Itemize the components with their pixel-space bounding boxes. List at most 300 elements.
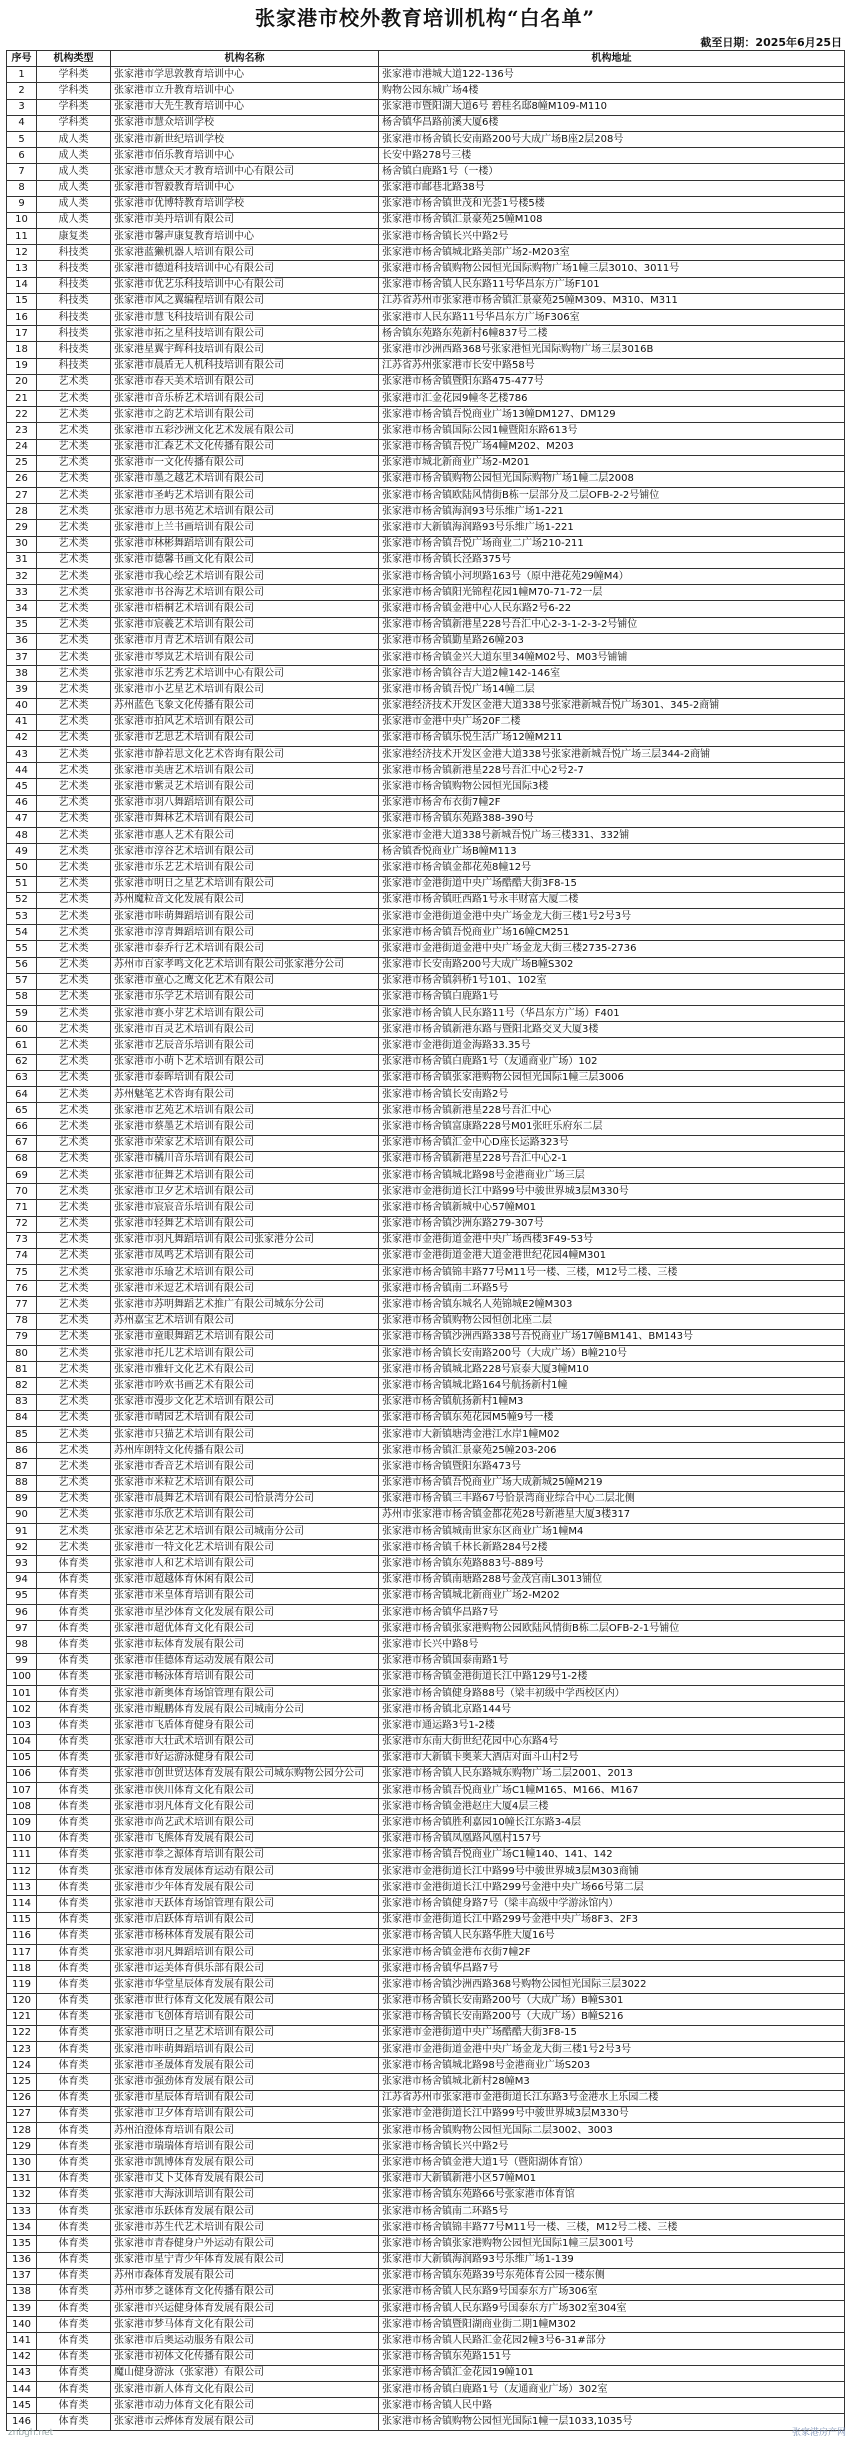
cell-index: 78 bbox=[7, 1313, 37, 1329]
table-row bbox=[7, 989, 845, 1005]
table-row bbox=[7, 1605, 845, 1621]
cell-index: 125 bbox=[7, 2074, 37, 2090]
cell-type: 艺术类 bbox=[37, 1540, 111, 1556]
cell-type: 艺术类 bbox=[37, 1054, 111, 1070]
cell-type: 艺术类 bbox=[37, 601, 111, 617]
cell-address: 张家港市杨舍镇白鹿路1号（友通商业广场）302室 bbox=[379, 2382, 845, 2398]
cell-type: 体育类 bbox=[37, 2252, 111, 2268]
cell-address: 张家港市杨舍镇暨阳东路475-477号 bbox=[379, 374, 845, 390]
cell-type: 艺术类 bbox=[37, 488, 111, 504]
table-row bbox=[7, 1718, 845, 1734]
cell-index: 8 bbox=[7, 180, 37, 196]
cell-type: 体育类 bbox=[37, 1831, 111, 1847]
cell-address: 张家港市杨舍镇新港星228号吾汇中心2-3-1-2-3-2号铺位 bbox=[379, 617, 845, 633]
table-row bbox=[7, 941, 845, 957]
cell-index: 142 bbox=[7, 2349, 37, 2365]
table-row bbox=[7, 2365, 845, 2381]
cell-address: 张家港市金港街道长江中路299号金港中央广场8F3、2F3 bbox=[379, 1912, 845, 1928]
cell-name: 张家港市优博特教育培训学校 bbox=[111, 196, 379, 212]
cell-name: 张家港市新人体育文化有限公司 bbox=[111, 2382, 379, 2398]
cell-index: 92 bbox=[7, 1540, 37, 1556]
cell-type: 学科类 bbox=[37, 115, 111, 131]
cell-name: 张家港市百灵艺术培训有限公司 bbox=[111, 1022, 379, 1038]
cell-address: 张家港市杨舍镇华昌路7号 bbox=[379, 1961, 845, 1977]
cell-index: 69 bbox=[7, 1167, 37, 1183]
cell-index: 45 bbox=[7, 779, 37, 795]
cell-type: 体育类 bbox=[37, 1783, 111, 1799]
cell-address: 张家港市杨舍镇人民东路城东购物广场二层2001、2013 bbox=[379, 1766, 845, 1782]
cell-address: 杨舍镇东苑路东苑新村6幢837号二楼 bbox=[379, 326, 845, 342]
cell-name: 张家港市梦马体育文化有限公司 bbox=[111, 2317, 379, 2333]
cell-type: 艺术类 bbox=[37, 1329, 111, 1345]
cell-index: 42 bbox=[7, 730, 37, 746]
cell-index: 55 bbox=[7, 941, 37, 957]
table-row bbox=[7, 229, 845, 245]
cell-name: 张家港市咔萌舞蹈培训有限公司 bbox=[111, 908, 379, 924]
cell-name: 张家港市晴园艺术培训有限公司 bbox=[111, 1410, 379, 1426]
cell-name: 苏州市森体育发展有限公司 bbox=[111, 2268, 379, 2284]
cell-name: 张家港市咔萌舞蹈培训有限公司 bbox=[111, 2042, 379, 2058]
table-row bbox=[7, 1847, 845, 1863]
cell-type: 艺术类 bbox=[37, 520, 111, 536]
table-row bbox=[7, 2139, 845, 2155]
cell-address: 张家港市杨舍镇国泰南路1号 bbox=[379, 1653, 845, 1669]
cell-address: 张家港市人民东路11号华昌东方广场F306室 bbox=[379, 310, 845, 326]
cell-type: 成人类 bbox=[37, 148, 111, 164]
cell-type: 艺术类 bbox=[37, 374, 111, 390]
cell-index: 29 bbox=[7, 520, 37, 536]
table-row bbox=[7, 358, 845, 374]
table-row bbox=[7, 1070, 845, 1086]
cell-type: 体育类 bbox=[37, 1912, 111, 1928]
cell-type: 艺术类 bbox=[37, 1459, 111, 1475]
cell-address: 张家港市杨舍镇沙洲西路338号吾悦商业广场17幢BM141、BM143号 bbox=[379, 1329, 845, 1345]
table-row bbox=[7, 2398, 845, 2414]
cell-index: 56 bbox=[7, 957, 37, 973]
cell-name: 张家港市梧桐艺术培训有限公司 bbox=[111, 601, 379, 617]
cell-address: 张家港市杨舍镇华昌路7号 bbox=[379, 1605, 845, 1621]
cell-name: 张家港市征舞艺术培训有限公司 bbox=[111, 1167, 379, 1183]
cell-address: 张家港市杨舍镇汇景豪苑25幢M108 bbox=[379, 212, 845, 228]
cell-address: 张家港市杨舍镇人民东路9号国泰东方广场302室304室 bbox=[379, 2301, 845, 2317]
table-row bbox=[7, 1831, 845, 1847]
cell-address: 张家港市杨舍镇金港布衣街7幢2F bbox=[379, 1944, 845, 1960]
cell-name: 张家港市拓之星科技培训有限公司 bbox=[111, 326, 379, 342]
cell-name: 张家港市乐艺秀艺术培训中心有限公司 bbox=[111, 666, 379, 682]
cell-name: 苏州泊澄体育培训有限公司 bbox=[111, 2123, 379, 2139]
cell-type: 体育类 bbox=[37, 2025, 111, 2041]
cell-address: 张家港市杨舍镇金兴大道东里34幢M02号、M03号铺铺 bbox=[379, 649, 845, 665]
cell-name: 张家港市大海泳训培训有限公司 bbox=[111, 2187, 379, 2203]
cell-index: 23 bbox=[7, 423, 37, 439]
cell-address: 张家港市杨舍镇吾悦商业广场16幢CM251 bbox=[379, 925, 845, 941]
cell-address: 张家港市杨舍镇城北路228号宸泰大厦3幢M10 bbox=[379, 1362, 845, 1378]
cell-name: 张家港市超越体育休闲有限公司 bbox=[111, 1572, 379, 1588]
cell-type: 学科类 bbox=[37, 83, 111, 99]
cell-type: 艺术类 bbox=[37, 666, 111, 682]
cell-index: 20 bbox=[7, 374, 37, 390]
cell-address: 张家港市杨舍镇金都花苑8幢12号 bbox=[379, 860, 845, 876]
table-row bbox=[7, 1783, 845, 1799]
cell-index: 85 bbox=[7, 1426, 37, 1442]
table-row bbox=[7, 2187, 845, 2203]
cell-name: 张家港市新世纪培训学校 bbox=[111, 131, 379, 147]
cell-name: 张家港市星宁青少年体育发展有限公司 bbox=[111, 2252, 379, 2268]
cell-name: 张家港市智毅教育培训中心 bbox=[111, 180, 379, 196]
table-row bbox=[7, 99, 845, 115]
cell-name: 张家港市童心之鹰文化艺术有限公司 bbox=[111, 973, 379, 989]
cell-index: 67 bbox=[7, 1135, 37, 1151]
cell-name: 张家港市强劲体育发展有限公司 bbox=[111, 2074, 379, 2090]
cell-type: 体育类 bbox=[37, 1734, 111, 1750]
cell-index: 100 bbox=[7, 1669, 37, 1685]
cell-type: 艺术类 bbox=[37, 633, 111, 649]
cell-address: 张家港市杨舍镇千林长新路284号2楼 bbox=[379, 1540, 845, 1556]
table-row bbox=[7, 2220, 845, 2236]
table-row bbox=[7, 1896, 845, 1912]
cell-index: 46 bbox=[7, 795, 37, 811]
cell-name: 张家港市后奥运动服务有限公司 bbox=[111, 2333, 379, 2349]
cell-type: 体育类 bbox=[37, 2139, 111, 2155]
cell-name: 张家港市慧众培训学校 bbox=[111, 115, 379, 131]
cell-type: 体育类 bbox=[37, 2349, 111, 2365]
cell-name: 张家港市琴岚艺术培训有限公司 bbox=[111, 649, 379, 665]
cell-type: 体育类 bbox=[37, 1928, 111, 1944]
cell-type: 体育类 bbox=[37, 2398, 111, 2414]
cell-address: 张家港市杨舍镇新港星228号吾汇中心2-1 bbox=[379, 1151, 845, 1167]
cell-type: 艺术类 bbox=[37, 1135, 111, 1151]
cell-type: 艺术类 bbox=[37, 941, 111, 957]
cell-name: 张家港市拳之源体育培训有限公司 bbox=[111, 1847, 379, 1863]
table-row bbox=[7, 1394, 845, 1410]
table-row bbox=[7, 1281, 845, 1297]
cell-type: 体育类 bbox=[37, 2220, 111, 2236]
cell-type: 艺术类 bbox=[37, 1313, 111, 1329]
cell-index: 104 bbox=[7, 1734, 37, 1750]
cell-type: 艺术类 bbox=[37, 1475, 111, 1491]
cell-index: 30 bbox=[7, 536, 37, 552]
cell-index: 95 bbox=[7, 1588, 37, 1604]
cell-address: 张家港市杨舍镇南二环路5号 bbox=[379, 1281, 845, 1297]
cell-address: 张家港市杨舍镇吾悦商业广场C1幢M165、M166、M167 bbox=[379, 1783, 845, 1799]
cell-name: 张家港市漫步文化艺术培训有限公司 bbox=[111, 1394, 379, 1410]
cell-name: 张家港市卫夕体育培训有限公司 bbox=[111, 2106, 379, 2122]
cell-type: 体育类 bbox=[37, 1944, 111, 1960]
cutoff-date: 截至日期：2025年6月25日 bbox=[700, 36, 842, 49]
cell-name: 张家港市淳谷艺术培训有限公司 bbox=[111, 844, 379, 860]
cell-index: 87 bbox=[7, 1459, 37, 1475]
table-row bbox=[7, 1054, 845, 1070]
cell-address: 张家港市杨舍镇吾悦广场商业二广场210-211 bbox=[379, 536, 845, 552]
cell-name: 张家港市美唐艺术培训有限公司 bbox=[111, 763, 379, 779]
cell-type: 体育类 bbox=[37, 1815, 111, 1831]
cell-type: 成人类 bbox=[37, 180, 111, 196]
cell-address: 杨舍镇香悦商业广场B幢M113 bbox=[379, 844, 845, 860]
cell-index: 64 bbox=[7, 1087, 37, 1103]
cell-name: 张家港市泰乔行艺术培训有限公司 bbox=[111, 941, 379, 957]
table-row bbox=[7, 1475, 845, 1491]
table-row bbox=[7, 1977, 845, 1993]
cell-type: 艺术类 bbox=[37, 1346, 111, 1362]
table-row bbox=[7, 1200, 845, 1216]
table-body bbox=[7, 67, 845, 2430]
table-row bbox=[7, 1669, 845, 1685]
table-row bbox=[7, 536, 845, 552]
cell-type: 学科类 bbox=[37, 99, 111, 115]
table-row bbox=[7, 1362, 845, 1378]
table-row bbox=[7, 2025, 845, 2041]
cell-name: 张家港市学思敦教育培训中心 bbox=[111, 67, 379, 83]
cell-index: 4 bbox=[7, 115, 37, 131]
cell-name: 张家港市兴运健身体育发展有限公司 bbox=[111, 2301, 379, 2317]
cell-index: 89 bbox=[7, 1491, 37, 1507]
cell-address: 张家港市大新镇新港小区57幢M01 bbox=[379, 2171, 845, 2187]
cell-name: 张家港星翼宇辉科技培训有限公司 bbox=[111, 342, 379, 358]
cell-type: 艺术类 bbox=[37, 390, 111, 406]
cell-address: 张家港市杨舍镇金港街道长江中路129号1-2楼 bbox=[379, 1669, 845, 1685]
cell-index: 57 bbox=[7, 973, 37, 989]
cell-address: 张家港市杨舍镇人民东路9号国泰东方广场306室 bbox=[379, 2284, 845, 2300]
cell-address: 张家港市杨舍镇白鹿路1号（友通商业广场）102 bbox=[379, 1054, 845, 1070]
table-header-row bbox=[7, 51, 845, 67]
cell-type: 艺术类 bbox=[37, 908, 111, 924]
cell-address: 张家港市杨舍镇吾悦商业广场C1幢140、141、142 bbox=[379, 1847, 845, 1863]
cell-name: 张家港市林彬舞蹈培训有限公司 bbox=[111, 536, 379, 552]
cell-type: 体育类 bbox=[37, 1799, 111, 1815]
cell-index: 145 bbox=[7, 2398, 37, 2414]
cell-address: 张家港市城北新商业广场2-M201 bbox=[379, 455, 845, 471]
table-row bbox=[7, 1443, 845, 1459]
source-mark: znbgh.net bbox=[8, 2428, 54, 2438]
cell-name: 张家港市艺思艺术培训有限公司 bbox=[111, 730, 379, 746]
cell-index: 83 bbox=[7, 1394, 37, 1410]
cell-address: 张家港市金港街道金港中央广场西楼3F49-53号 bbox=[379, 1232, 845, 1248]
table-row bbox=[7, 795, 845, 811]
cell-address: 张家港市杨舍镇沙洲西路368号购物公园恒光国际三层3022 bbox=[379, 1977, 845, 1993]
table-row bbox=[7, 617, 845, 633]
cell-address: 张家港市东南大街世纪花园中心东路4号 bbox=[379, 1734, 845, 1750]
table-row bbox=[7, 455, 845, 471]
table-row bbox=[7, 633, 845, 649]
cell-index: 38 bbox=[7, 666, 37, 682]
cell-address: 江苏省苏州市张家港市金港街道长江东路3号金港水上乐园二楼 bbox=[379, 2090, 845, 2106]
cell-type: 艺术类 bbox=[37, 455, 111, 471]
cell-address: 张家港市杨舍镇城北新商业广场2-M202 bbox=[379, 1588, 845, 1604]
cell-address: 张家港市杨舍镇购物公园恒光国际购物广场1幢三层3010、3011号 bbox=[379, 261, 845, 277]
cell-index: 128 bbox=[7, 2123, 37, 2139]
watermark: 张家港房产网 bbox=[791, 2428, 846, 2438]
cell-name: 张家港市德道科技培训中心有限公司 bbox=[111, 261, 379, 277]
cell-name: 苏州嘉宝艺术培训有限公司 bbox=[111, 1313, 379, 1329]
cell-index: 60 bbox=[7, 1022, 37, 1038]
table-row bbox=[7, 1556, 845, 1572]
cell-type: 艺术类 bbox=[37, 714, 111, 730]
cell-address: 张家港市杨舍镇长安南路200号（大成广场）B幢210号 bbox=[379, 1346, 845, 1362]
cell-address: 张家港市杨舍镇城南世家东区商业广场1幢M4 bbox=[379, 1524, 845, 1540]
table-row bbox=[7, 714, 845, 730]
cell-index: 105 bbox=[7, 1750, 37, 1766]
cell-type: 成人类 bbox=[37, 164, 111, 180]
cell-name: 张家港市卫夕艺术培训有限公司 bbox=[111, 1184, 379, 1200]
cell-name: 张家港市鲲鹏体育发展有限公司城南分公司 bbox=[111, 1702, 379, 1718]
table-row bbox=[7, 342, 845, 358]
cell-type: 艺术类 bbox=[37, 1507, 111, 1523]
column-header-address: 机构地址 bbox=[379, 51, 845, 67]
cell-name: 张家港市朵艺艺术培训有限公司城南分公司 bbox=[111, 1524, 379, 1540]
cell-index: 59 bbox=[7, 1006, 37, 1022]
cell-index: 9 bbox=[7, 196, 37, 212]
cell-address: 张家港市杨舍镇三丰路67号恰景湾商业综合中心二层北侧 bbox=[379, 1491, 845, 1507]
table-row bbox=[7, 2090, 845, 2106]
cell-address: 张家港市杨舍镇购物公园恒创北座二层 bbox=[379, 1313, 845, 1329]
cell-index: 27 bbox=[7, 488, 37, 504]
table-row bbox=[7, 844, 845, 860]
cell-index: 71 bbox=[7, 1200, 37, 1216]
cell-type: 艺术类 bbox=[37, 617, 111, 633]
cell-name: 张家港市乐学艺术培训有限公司 bbox=[111, 989, 379, 1005]
table-row bbox=[7, 601, 845, 617]
table-row bbox=[7, 1750, 845, 1766]
cell-index: 28 bbox=[7, 504, 37, 520]
cell-name: 张家港市我心绘艺术培训有限公司 bbox=[111, 569, 379, 585]
cell-name: 张家港市蔡墨艺术培训有限公司 bbox=[111, 1119, 379, 1135]
table-row bbox=[7, 1151, 845, 1167]
cell-type: 科技类 bbox=[37, 310, 111, 326]
cell-type: 艺术类 bbox=[37, 957, 111, 973]
cell-type: 成人类 bbox=[37, 196, 111, 212]
cell-name: 张家港市一文化传播有限公司 bbox=[111, 455, 379, 471]
cell-index: 94 bbox=[7, 1572, 37, 1588]
cell-index: 2 bbox=[7, 83, 37, 99]
cell-name: 张家港市晨舞艺术培训有限公司恰景湾分公司 bbox=[111, 1491, 379, 1507]
cell-index: 91 bbox=[7, 1524, 37, 1540]
cell-address: 张家港市杨舍镇东苑路66号张家港市体育馆 bbox=[379, 2187, 845, 2203]
table-row bbox=[7, 1167, 845, 1183]
table-row bbox=[7, 1022, 845, 1038]
cell-index: 146 bbox=[7, 2414, 37, 2430]
cell-index: 5 bbox=[7, 131, 37, 147]
cell-type: 艺术类 bbox=[37, 1184, 111, 1200]
cell-index: 82 bbox=[7, 1378, 37, 1394]
cell-type: 艺术类 bbox=[37, 423, 111, 439]
table-row bbox=[7, 261, 845, 277]
cell-type: 体育类 bbox=[37, 2187, 111, 2203]
cell-name: 张家港市圣屿艺术培训有限公司 bbox=[111, 488, 379, 504]
cell-type: 体育类 bbox=[37, 1588, 111, 1604]
cell-address: 张家港市大新镇海润路93号乐维广场1-139 bbox=[379, 2252, 845, 2268]
cell-address: 张家港市暨阳湖大道6号 碧桂名邸8幢M109-M110 bbox=[379, 99, 845, 115]
cell-index: 124 bbox=[7, 2058, 37, 2074]
cell-type: 艺术类 bbox=[37, 1232, 111, 1248]
cell-name: 张家港市慧众天才教育培训中心有限公司 bbox=[111, 164, 379, 180]
cell-name: 张家港市启跃体育培训有限公司 bbox=[111, 1912, 379, 1928]
table-row bbox=[7, 2301, 845, 2317]
cell-address: 张家港市杨舍镇谷吉大道2幢142-146室 bbox=[379, 666, 845, 682]
cell-type: 艺术类 bbox=[37, 504, 111, 520]
table-row bbox=[7, 2203, 845, 2219]
cell-address: 张家港市杨舍镇国际公园1幢暨阳东路613号 bbox=[379, 423, 845, 439]
cell-address: 张家港市杨舍镇新港星228号吾汇中心 bbox=[379, 1103, 845, 1119]
table-row bbox=[7, 2333, 845, 2349]
table-row bbox=[7, 2042, 845, 2058]
cell-address: 张家港市杨舍镇张家港购物公园欧陆风情街B栋二层OFB-2-1号铺位 bbox=[379, 1621, 845, 1637]
cell-type: 艺术类 bbox=[37, 1281, 111, 1297]
cell-address: 张家港市金港街道长江中路99号中骏世界城3层M303商铺 bbox=[379, 1864, 845, 1880]
cell-type: 艺术类 bbox=[37, 585, 111, 601]
cell-index: 139 bbox=[7, 2301, 37, 2317]
cell-address: 张家港市杨舍镇长安南路200号（大成广场）B幢S216 bbox=[379, 2009, 845, 2025]
cell-type: 体育类 bbox=[37, 1702, 111, 1718]
cell-name: 张家港市淳青舞蹈培训有限公司 bbox=[111, 925, 379, 941]
table-row bbox=[7, 698, 845, 714]
institution-table bbox=[6, 50, 845, 2431]
cell-type: 体育类 bbox=[37, 1653, 111, 1669]
cell-address: 张家港市杨舍镇购物公园恒光国际二层3002、3003 bbox=[379, 2123, 845, 2139]
cell-name: 张家港市乐瑜艺术培训有限公司 bbox=[111, 1265, 379, 1281]
table-row bbox=[7, 1006, 845, 1022]
cell-index: 76 bbox=[7, 1281, 37, 1297]
cell-type: 艺术类 bbox=[37, 811, 111, 827]
cell-address: 张家港市杨舍镇健身路88号（梁丰初级中学西校区内） bbox=[379, 1685, 845, 1701]
cell-address: 张家港市杨舍布衣街7幢2F bbox=[379, 795, 845, 811]
cell-index: 123 bbox=[7, 2042, 37, 2058]
cell-name: 张家港蓝獭机器人培训有限公司 bbox=[111, 245, 379, 261]
cell-name: 张家港市艺辰音乐培训有限公司 bbox=[111, 1038, 379, 1054]
cell-index: 144 bbox=[7, 2382, 37, 2398]
cell-address: 张家港市杨舍镇勤星路26幢203 bbox=[379, 633, 845, 649]
cell-address: 张家港市杨舍镇锦丰路77号M11号一楼、三楼，M12号二楼、三楼 bbox=[379, 2220, 845, 2236]
cell-type: 成人类 bbox=[37, 131, 111, 147]
cell-name: 张家港市力思书苑艺术培训有限公司 bbox=[111, 504, 379, 520]
cell-index: 73 bbox=[7, 1232, 37, 1248]
cell-address: 张家港市杨舍镇城北路164号航扬新村1幢 bbox=[379, 1378, 845, 1394]
table-row bbox=[7, 1944, 845, 1960]
cell-name: 张家港市静若思文化艺术咨询有限公司 bbox=[111, 747, 379, 763]
cell-index: 36 bbox=[7, 633, 37, 649]
cell-index: 39 bbox=[7, 682, 37, 698]
cell-index: 15 bbox=[7, 293, 37, 309]
cell-type: 艺术类 bbox=[37, 1167, 111, 1183]
cell-name: 张家港市圣晟体育发展有限公司 bbox=[111, 2058, 379, 2074]
table-row bbox=[7, 569, 845, 585]
cell-name: 张家港市动力体育文化有限公司 bbox=[111, 2398, 379, 2414]
cell-index: 37 bbox=[7, 649, 37, 665]
cell-index: 137 bbox=[7, 2268, 37, 2284]
cell-name: 张家港市月青艺术培训有限公司 bbox=[111, 633, 379, 649]
cell-name: 张家港市凯博体育发展有限公司 bbox=[111, 2155, 379, 2171]
cell-index: 65 bbox=[7, 1103, 37, 1119]
table-row bbox=[7, 1637, 845, 1653]
cell-index: 88 bbox=[7, 1475, 37, 1491]
cell-index: 133 bbox=[7, 2203, 37, 2219]
cell-name: 张家港市明日之星艺术培训有限公司 bbox=[111, 2025, 379, 2041]
table-row bbox=[7, 277, 845, 293]
cell-name: 苏州库朗特文化传播有限公司 bbox=[111, 1443, 379, 1459]
cell-index: 33 bbox=[7, 585, 37, 601]
cell-name: 张家港市晨盾无人机科技培训有限公司 bbox=[111, 358, 379, 374]
table-row bbox=[7, 1815, 845, 1831]
cell-address: 张家港市金港街道中央广场酷酷大街3F8-15 bbox=[379, 876, 845, 892]
table-row bbox=[7, 488, 845, 504]
cell-address: 张家港市杨舍镇人民东路华胜大厦16号 bbox=[379, 1928, 845, 1944]
table-row bbox=[7, 1119, 845, 1135]
cell-index: 86 bbox=[7, 1443, 37, 1459]
cell-name: 张家港市羽凡舞蹈培训有限公司 bbox=[111, 1944, 379, 1960]
cell-address: 张家港市金港街道长江中路99号中骏世界城3层M330号 bbox=[379, 2106, 845, 2122]
cell-type: 体育类 bbox=[37, 1977, 111, 1993]
table-row bbox=[7, 423, 845, 439]
cell-address: 张家港市杨舍镇人民中路 bbox=[379, 2398, 845, 2414]
